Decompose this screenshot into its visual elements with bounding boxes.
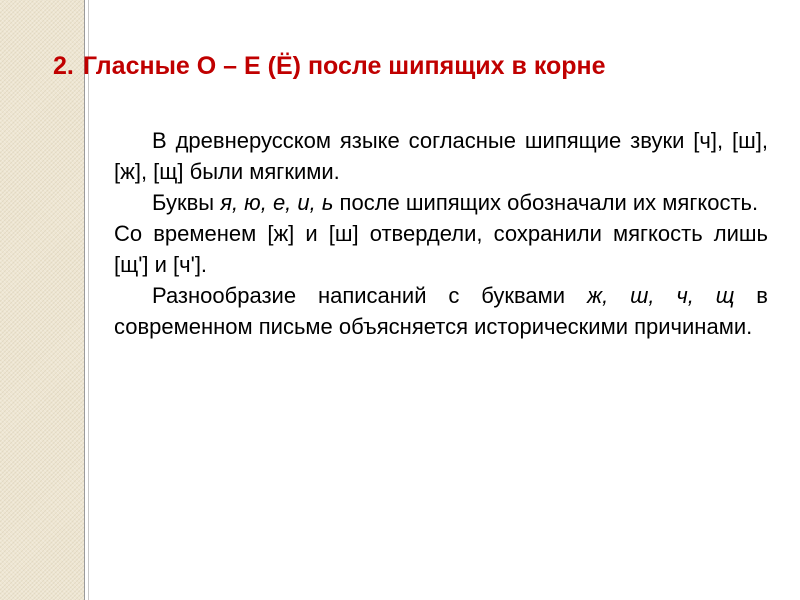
slide-title [53, 48, 773, 84]
side-divider-line-inner [88, 0, 89, 600]
paragraph-3 [114, 218, 768, 280]
paragraph-1-text: В древнерусском языке согласные шипящие звуки [ч], [ш], [ж], [щ] были мягкими. [114, 128, 768, 184]
paragraph-1 [114, 125, 768, 187]
paragraph-2-italic-letters: я, ю, е, и, ь [220, 190, 334, 215]
paragraph-2-text-after: после шипящих обозначали их мягкость. [333, 190, 759, 215]
paragraph-4-italic-letters: ж, ш, ч, щ [586, 283, 735, 308]
paragraph-2-text-before: Буквы [152, 190, 221, 215]
side-divider-line [84, 0, 85, 600]
paragraph-3-text: Со временем [ж] и [ш] отвердели, сохранили мягкость лишь [щ'] и [ч']. [114, 221, 768, 277]
slide-body [114, 125, 768, 342]
paragraph-4 [114, 280, 768, 342]
paragraph-4-text-after: в современном письме объясняется историческими причинами. [114, 283, 768, 339]
paragraph-4-text-before: Разнообразие написаний с буквами [152, 283, 587, 308]
title-number: 2. [53, 52, 74, 80]
paragraph-2 [114, 187, 768, 218]
decorative-side-strip [0, 0, 84, 600]
title-text: Гласные О – Е (Ё) после шипящих в корне [82, 52, 606, 80]
